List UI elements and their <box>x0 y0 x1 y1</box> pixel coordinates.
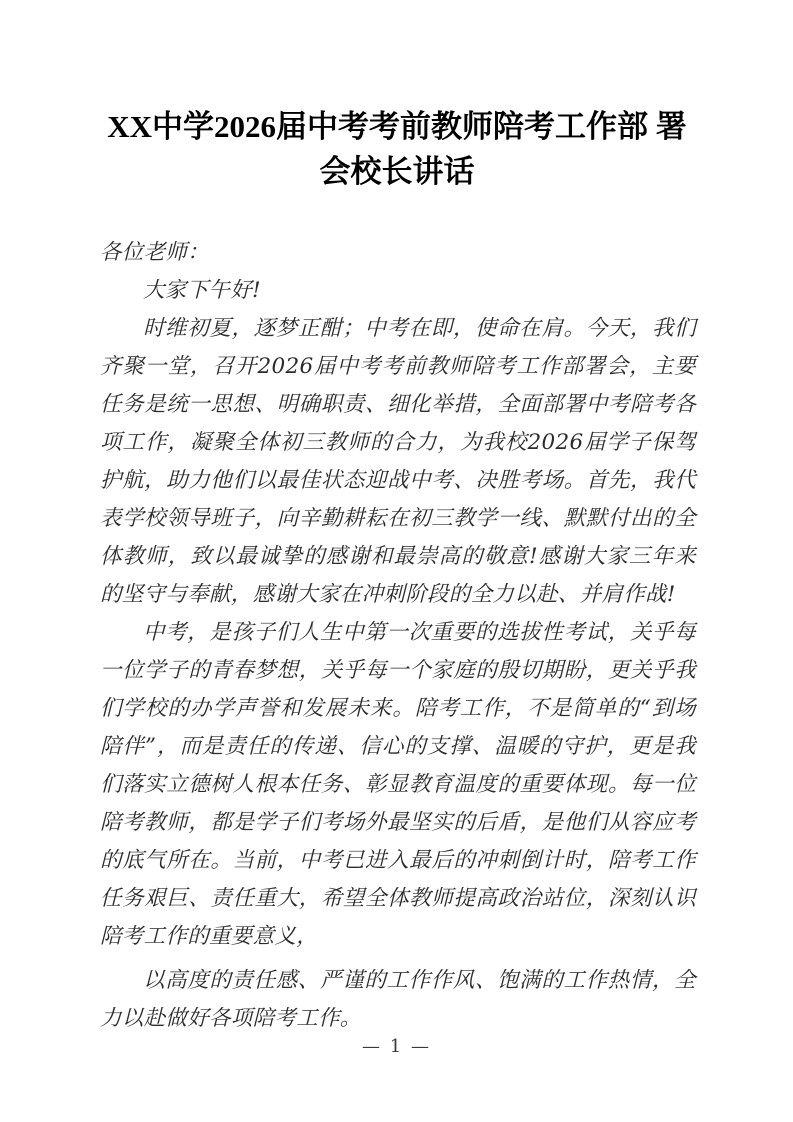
page-number-footer: — 1 — <box>362 1036 431 1057</box>
page-title <box>100 104 694 194</box>
paragraph-2: 中考，是孩子们人生中第一次重要的选拔性考试，关乎每一位学子的青春梦想，关乎每一个家庭的殷切期盼，更关乎我们学校的办学声誉和发展未来。陪考工作，不是简单的“到场陪伴”，而是责任的传递、信心的支撑、温暖的守护，更是我们落实立德树人根本任务、彰显教育温度的重要体现。每一位陪考教师，都是学子们考场外最坚实的后盾，是他们从容应考的底气所在。当前，中考已进入最后的冲刺倒计时，陪考工作任务艰巨、责任重大，希望全体教师提高政治站位，深刻认识陪考工作的重要意义， <box>100 620 696 949</box>
salutation: 各位老师： <box>100 240 210 265</box>
title-line-1: XX中学2026届中考考前教师陪考工作部 <box>107 109 649 144</box>
paragraph-3: 以高度的责任感、严谨的工作作风、饱满的工作热情，全力以赴做好各项陪考工作。 <box>100 968 696 1031</box>
paragraph-1: 时维初夏，逐梦正酣；中考在即，使命在肩。今天，我们齐聚一堂，召开2026届中考考前教师陪考工作部署会，主要任务是统一思想、明确职责、细化举措，全面部署中考陪考各项工作，凝聚全体初三教师的合力，为我校2026届学子保驾护航，助力他们以最佳状态迎战中考、决胜考场。首先，我代表学校领导班子，向辛勤耕耘在初三教学一线、默默付出的全体教师，致以最诚挚的感谢和最崇高的敬意!感谢大家三年来的坚守与奉献，感谢大家在冲刺阶段的全力以赴、并肩作战! <box>100 316 696 607</box>
title-line-2: 署会校长讲话 <box>319 109 687 189</box>
document-body <box>100 234 696 1038</box>
greeting-line: 大家下午好! <box>143 278 261 303</box>
